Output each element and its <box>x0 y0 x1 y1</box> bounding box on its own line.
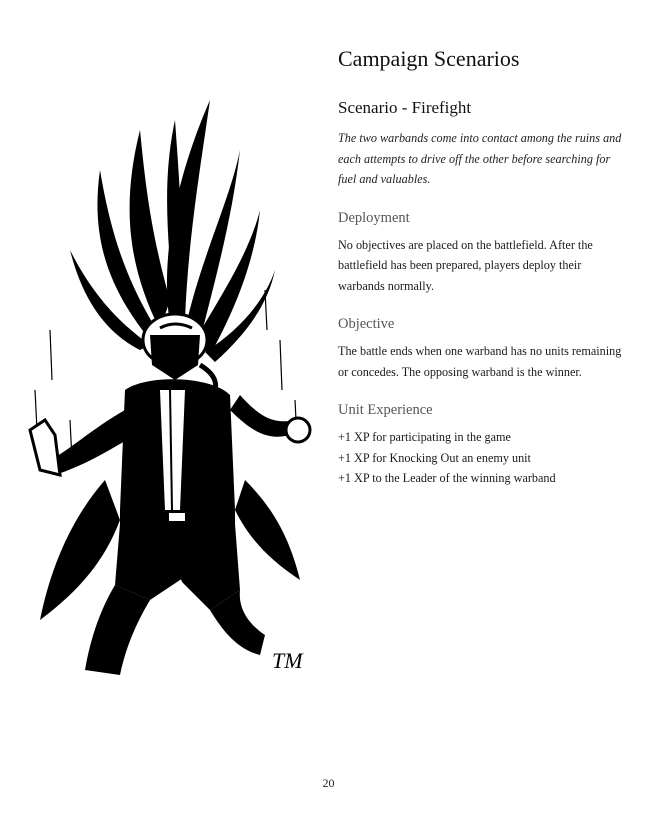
deployment-body: No objectives are placed on the battlefield. After the battlefield has been prepared, players deploy their warbands normally. <box>338 237 593 293</box>
xp-item: +1 XP for Knocking Out an enemy unit <box>338 450 531 465</box>
scenario-title: Scenario - Firefight <box>338 98 472 117</box>
masked-warrior-icon <box>10 90 320 690</box>
page-title: Campaign Scenarios <box>338 46 520 71</box>
page-number: 20 <box>322 776 335 790</box>
unit-experience-heading: Unit Experience <box>338 402 433 418</box>
objective-heading: Objective <box>338 316 395 332</box>
left-leg <box>85 585 150 675</box>
deployment-heading: Deployment <box>338 209 410 226</box>
xp-item: +1 XP for participating in the game <box>338 430 511 444</box>
artist-signature: TM <box>272 648 303 673</box>
xp-item: +1 XP to the Leader of the winning warband <box>338 471 556 485</box>
main-content <box>338 44 628 489</box>
scenario-intro: The two warbands come into contact among the ruins and each attempts to drive off the other before searching for fuel and valuables. <box>338 131 622 186</box>
objective-body: The battle ends when one warband has no units remaining or concedes. The opposing warband is the winner. <box>338 344 622 379</box>
mask <box>150 335 200 380</box>
xp-list <box>338 427 628 489</box>
coat-right <box>235 480 300 580</box>
warrior-illustration <box>10 90 320 690</box>
